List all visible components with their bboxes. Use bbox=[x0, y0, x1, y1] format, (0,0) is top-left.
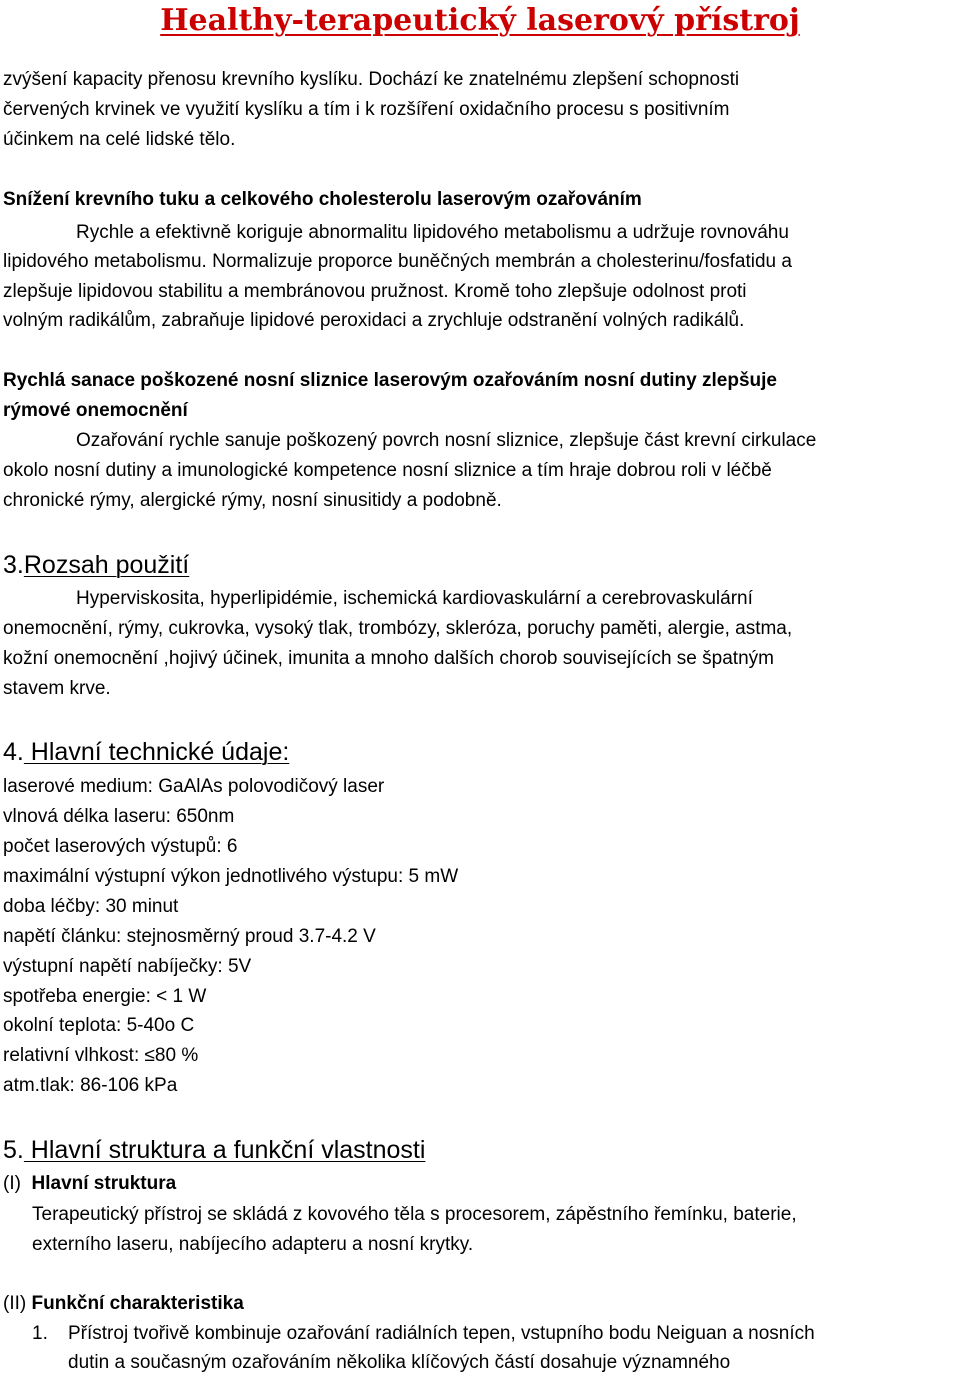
specs-heading bbox=[3, 737, 289, 767]
nasal-heading: rýmové onemocnění bbox=[3, 400, 188, 421]
sub2-marker: (II) bbox=[3, 1293, 32, 1314]
nasal-heading: Rychlá sanace poškozené nosní sliznice laserovým ozařováním nosní dutiny zlepšuje bbox=[3, 370, 777, 391]
cholesterol-line: Rychle a efektivně koriguje abnormalitu lipidového metabolismu a udržuje rovnováhu bbox=[76, 222, 789, 243]
cholesterol-heading: Snížení krevního tuku a celkového cholesterolu laserovým ozařováním bbox=[3, 189, 642, 210]
specs-title: Hlavní technické údaje: bbox=[23, 738, 290, 766]
cholesterol-line: lipidového metabolismu. Normalizuje proporce buněčných membrán a cholesterinu/fosfatidu a bbox=[3, 251, 792, 272]
structure-heading bbox=[3, 1135, 425, 1165]
intro-line: červených krvinek ve využití kyslíku a tím i k rozšíření oxidačního procesu s positivním bbox=[3, 99, 730, 120]
spec-item: laserové medium: GaAlAs polovodičový laser bbox=[3, 776, 385, 797]
spec-item: okolní teplota: 5-40o C bbox=[3, 1015, 195, 1036]
structure-line: Terapeutický přístroj se skládá z kovového těla s procesorem, zápěstního řemínku, baterie, bbox=[32, 1204, 797, 1225]
structure-line: externího laseru, nabíjecího adapteru a nosní krytky. bbox=[32, 1234, 474, 1255]
usage-line: stavem krve. bbox=[3, 678, 111, 699]
structure-subheading bbox=[3, 1172, 176, 1196]
spec-item: doba léčby: 30 minut bbox=[3, 896, 179, 917]
spec-item: relativní vlhkost: ≤80 % bbox=[3, 1045, 199, 1066]
cholesterol-line: volným radikálům, zabraňuje lipidové peroxidaci a zrychluje odstranění volných radikálů. bbox=[3, 310, 745, 331]
spec-item: vlnová délka laseru: 650nm bbox=[3, 806, 235, 827]
cholesterol-line: zlepšuje lipidovou stabilitu a membránovou pružnost. Kromě toho zlepšuje odolnost proti bbox=[3, 281, 747, 302]
usage-number: 3. bbox=[3, 551, 24, 579]
specs-number: 4. bbox=[3, 738, 24, 766]
intro-line: zvýšení kapacity přenosu krevního kyslíku. Dochází ke znatelnému zlepšení schopnosti bbox=[3, 69, 740, 90]
spec-item: výstupní napětí nabíječky: 5V bbox=[3, 956, 252, 977]
usage-heading bbox=[3, 550, 189, 580]
usage-line: Hyperviskosita, hyperlipidémie, ischemická kardiovaskulární a cerebrovaskulární bbox=[76, 588, 753, 609]
document-title: Healthy-terapeutický laserový přístroj bbox=[160, 3, 800, 38]
function-subheading bbox=[3, 1292, 244, 1316]
intro-line: účinkem na celé lidské tělo. bbox=[3, 129, 236, 150]
function-line: Přístroj tvořivě kombinuje ozařování radiálních tepen, vstupního bodu Neiguan a nosních bbox=[68, 1323, 815, 1344]
function-line: dutin a současným ozařováním několika klíčových částí dosahuje významného bbox=[68, 1352, 731, 1373]
nasal-line: okolo nosní dutiny a imunologické kompetence nosní sliznice a tím hraje dobrou roli v léčbě bbox=[3, 460, 772, 481]
spec-item: napětí článku: stejnosměrný proud 3.7-4.2 V bbox=[3, 926, 376, 947]
usage-title: Rozsah použití bbox=[23, 551, 190, 579]
spec-item: maximální výstupní výkon jednotlivého výstupu: 5 mW bbox=[3, 866, 459, 887]
function-item-number: 1. bbox=[32, 1323, 48, 1344]
spec-item: počet laserových výstupů: 6 bbox=[3, 836, 238, 857]
usage-line: kožní onemocnění ,hojivý účinek, imunita a mnoho dalších chorob souvisejících se špatným bbox=[3, 648, 774, 669]
structure-number: 5. bbox=[3, 1136, 24, 1164]
nasal-line: Ozařování rychle sanuje poškozený povrch nosní sliznice, zlepšuje část krevní cirkulace bbox=[76, 430, 817, 451]
spec-item: spotřeba energie: < 1 W bbox=[3, 986, 207, 1007]
sub1-label: Hlavní struktura bbox=[31, 1173, 177, 1194]
sub1-marker: (I) bbox=[3, 1173, 32, 1194]
nasal-line: chronické rýmy, alergické rýmy, nosní sinusitidy a podobně. bbox=[3, 490, 502, 511]
sub2-label: Funkční charakteristika bbox=[31, 1293, 244, 1314]
usage-line: onemocnění, rýmy, cukrovka, vysoký tlak, trombózy, skleróza, poruchy paměti, alergie, astma, bbox=[3, 618, 793, 639]
structure-title: Hlavní struktura a funkční vlastnosti bbox=[23, 1136, 426, 1164]
spec-item: atm.tlak: 86-106 kPa bbox=[3, 1075, 178, 1096]
